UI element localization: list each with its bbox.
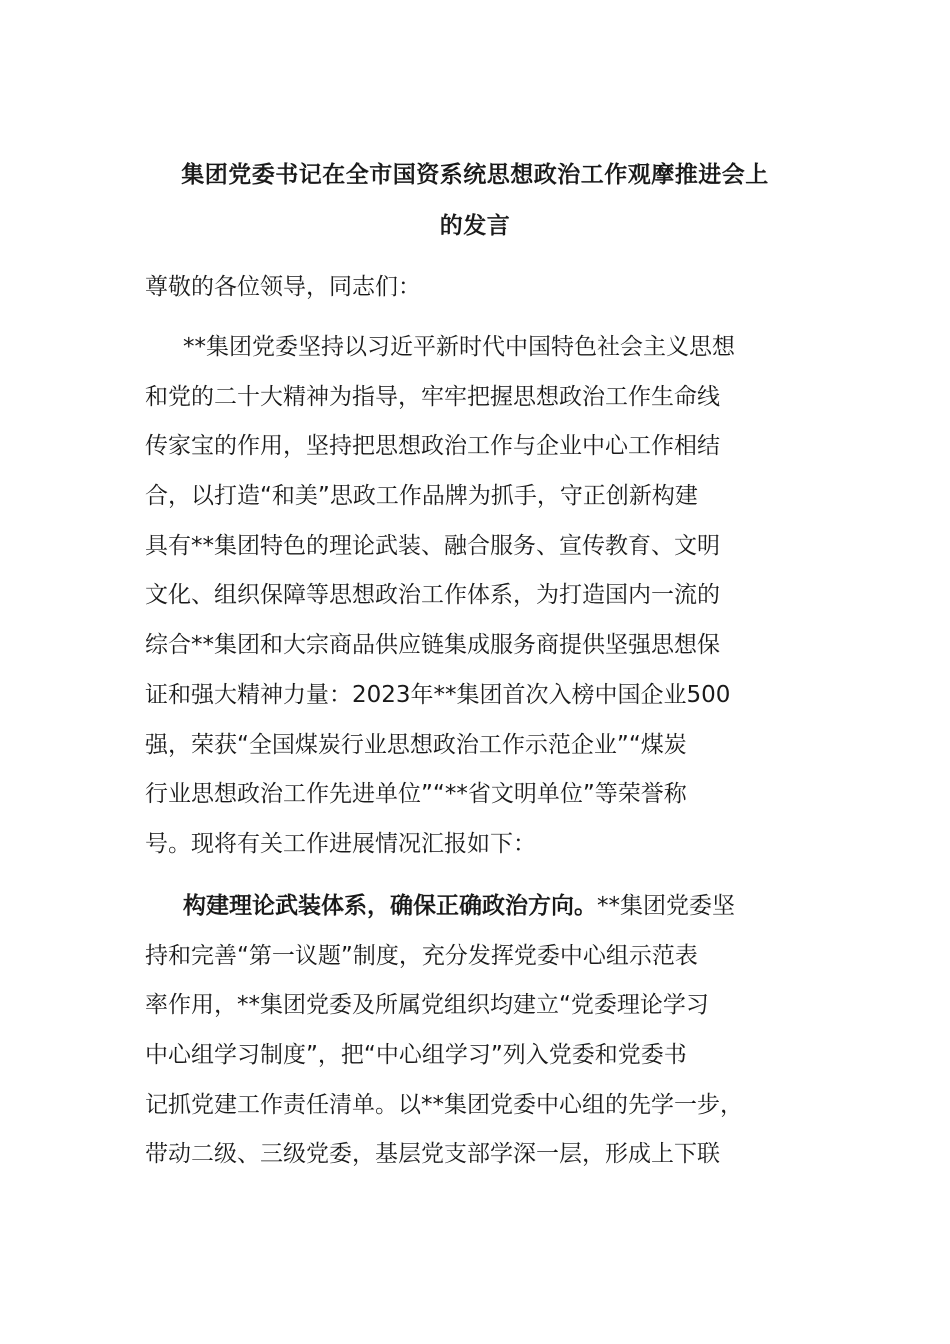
paragraph-intro bbox=[145, 323, 845, 870]
title-line-2: 的发言 bbox=[439, 213, 511, 239]
paragraph-line: 证和强大精神力量：2023年**集团首次入榜中国企业500 bbox=[145, 681, 731, 708]
paragraph-line: 合，以打造“和美”思政工作品牌为抓手，守正创新构建 bbox=[145, 483, 698, 510]
document-title bbox=[145, 150, 805, 252]
paragraph-line: 文化、组织保障等思想政治工作体系，为打造国内一流的 bbox=[145, 582, 720, 609]
paragraph-line: 记抓党建工作责任清单。以**集团党委中心组的先学一步， bbox=[145, 1091, 743, 1118]
paragraph-theory bbox=[145, 882, 845, 1180]
paragraph-line: 率作用，**集团党委及所属党组织均建立“党委理论学习 bbox=[145, 992, 709, 1019]
paragraph-line: 具有**集团特色的理论武装、融合服务、宣传教育、文明 bbox=[145, 532, 720, 559]
paragraph-line: 传家宝的作用，坚持把思想政治工作与企业中心工作相结 bbox=[145, 433, 720, 460]
title-line-1: 集团党委书记在全市国资系统思想政治工作观摩推进会上 bbox=[181, 162, 769, 188]
salutation: 尊敬的各位领导，同志们： bbox=[145, 274, 421, 300]
paragraph-line bbox=[145, 882, 845, 932]
paragraph-line: 强，荣获“全国煤炭行业思想政治工作示范企业”“煤炭 bbox=[145, 731, 687, 758]
paragraph-line: 带动二级、三级党委，基层党支部学深一层，形成上下联 bbox=[145, 1141, 720, 1168]
paragraph-line: 行业思想政治工作先进单位”“**省文明单位”等荣誉称 bbox=[145, 781, 687, 808]
paragraph-line: 号。现将有关工作进展情况汇报如下： bbox=[145, 830, 536, 857]
paragraph-line: 中心组学习制度”，把“中心组学习”列入党委和党委书 bbox=[145, 1042, 687, 1069]
paragraph-line: 和党的二十大精神为指导，牢牢把握思想政治工作生命线 bbox=[145, 383, 720, 410]
paragraph-line: **集团党委坚持以习近平新时代中国特色社会主义思想 bbox=[183, 334, 735, 360]
paragraph-heading: 构建理论武装体系，确保正确政治方向。 bbox=[183, 893, 597, 919]
paragraph-line: 综合**集团和大宗商品供应链集成服务商提供坚强思想保 bbox=[145, 632, 720, 659]
paragraph-text: **集团党委坚 bbox=[597, 893, 735, 919]
paragraph-line: 持和完善“第一议题”制度，充分发挥党委中心组示范表 bbox=[145, 942, 698, 969]
